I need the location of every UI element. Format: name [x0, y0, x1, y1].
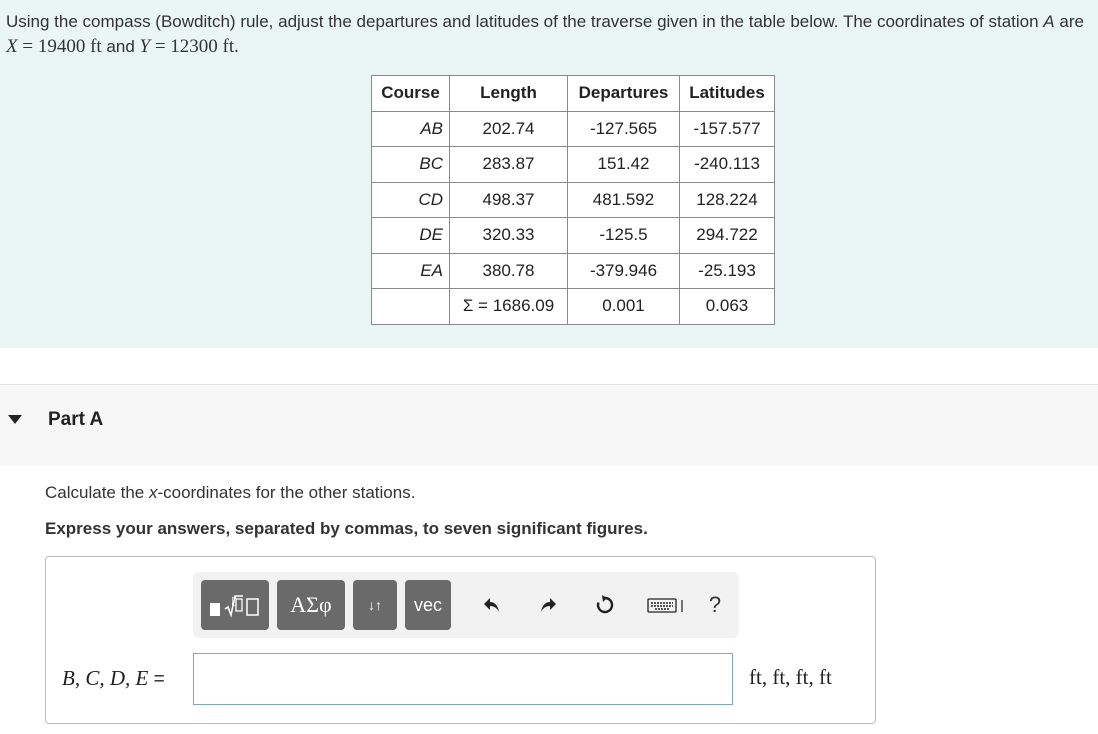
cell-course: BC: [372, 147, 450, 183]
cell-departure: 151.42: [568, 147, 680, 183]
cell-latitude: 294.722: [680, 218, 775, 254]
table-sum-row: [372, 289, 775, 325]
keyboard-icon[interactable]: [645, 590, 689, 620]
answer-input[interactable]: [193, 653, 733, 705]
x-coordinate-math: X = 19400 ft: [6, 36, 102, 57]
cell-length: 320.33: [450, 218, 568, 254]
redo-icon[interactable]: [534, 590, 562, 620]
reset-icon[interactable]: [591, 590, 619, 620]
cell-course: EA: [372, 253, 450, 289]
traverse-table: [371, 75, 775, 325]
cell-sum-course: [372, 289, 450, 325]
cell-latitude: 128.224: [680, 182, 775, 218]
cell-course: DE: [372, 218, 450, 254]
problem-statement-panel: [0, 0, 1098, 348]
table-header-row: [372, 76, 775, 112]
part-a-header[interactable]: [0, 384, 1098, 466]
cell-sum-departure: 0.001: [568, 289, 680, 325]
problem-text-and: and: [101, 37, 140, 56]
cell-departure: -125.5: [568, 218, 680, 254]
undo-icon[interactable]: [478, 590, 506, 620]
templates-icon: [207, 590, 263, 620]
problem-text: [6, 9, 1092, 59]
cell-departure: 481.592: [568, 182, 680, 218]
cell-departure: -127.565: [568, 111, 680, 147]
table-row: [372, 182, 775, 218]
problem-text-are: are: [1054, 12, 1084, 31]
part-instruction: Calculate the x-coordinates for the other stations.: [45, 483, 416, 502]
templates-button[interactable]: [201, 580, 269, 630]
col-header-latitudes: Latitudes: [680, 76, 775, 112]
answer-format-instruction: Express your answers, separated by commas, to seven significant figures.: [45, 519, 648, 538]
station-label: A: [1043, 12, 1055, 31]
table-row: [372, 111, 775, 147]
col-header-course: Course: [372, 76, 450, 112]
y-coordinate-math: Y = 12300 ft.: [139, 36, 239, 57]
cell-length: 380.78: [450, 253, 568, 289]
cell-latitude: -25.193: [680, 253, 775, 289]
cell-latitude: -240.113: [680, 147, 775, 183]
math-toolbar: [193, 572, 739, 638]
cell-length: 498.37: [450, 182, 568, 218]
arrows-button[interactable]: ↓↑: [353, 580, 397, 630]
col-header-departures: Departures: [568, 76, 680, 112]
cell-departure: -379.946: [568, 253, 680, 289]
cell-course: AB: [372, 111, 450, 147]
cell-course: CD: [372, 182, 450, 218]
cell-length: 283.87: [450, 147, 568, 183]
cell-sum-length: Σ = 1686.09: [450, 289, 568, 325]
col-header-length: Length: [450, 76, 568, 112]
greek-symbols-button[interactable]: ΑΣφ: [277, 580, 345, 630]
cell-sum-latitude: 0.063: [680, 289, 775, 325]
part-title: Part A: [48, 409, 104, 430]
answer-label: B, C, D, E =: [62, 666, 165, 690]
collapse-caret-icon[interactable]: [8, 415, 22, 424]
help-icon[interactable]: ?: [708, 592, 722, 617]
problem-text-intro: Using the compass (Bowditch) rule, adjust the departures and latitudes of the traverse given in the table below. The coordinates of station: [6, 12, 1044, 31]
cell-length: 202.74: [450, 111, 568, 147]
table-row: [372, 147, 775, 183]
table-row: [372, 218, 775, 254]
answer-units: ft, ft, ft, ft: [749, 665, 832, 689]
vector-button[interactable]: vec: [405, 580, 451, 630]
svg-text:▯: ▯: [231, 594, 238, 607]
table-row: [372, 253, 775, 289]
cell-latitude: -157.577: [680, 111, 775, 147]
